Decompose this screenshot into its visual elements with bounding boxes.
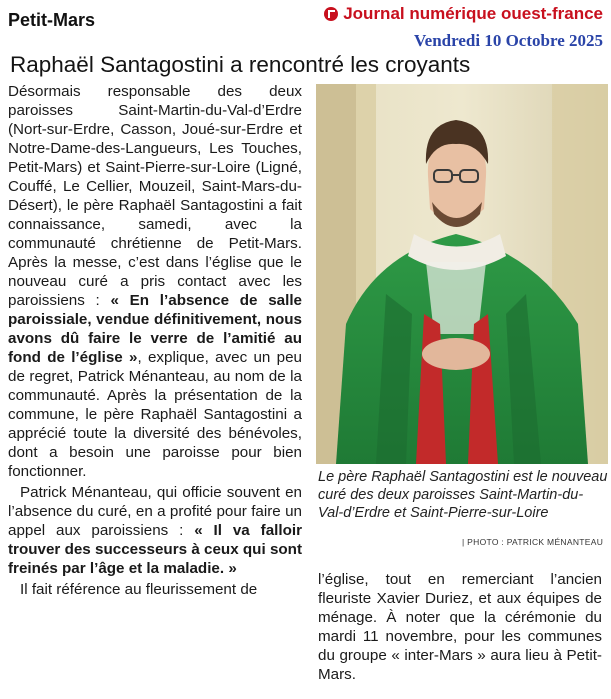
publication-date: Vendredi 10 Octobre 2025 [413, 31, 603, 50]
article-paragraph-3: Il fait référence au fleurissement de [20, 581, 258, 598]
article-right-column [318, 570, 602, 684]
article-paragraph-4: l’église, tout en remerciant l’ancien fleuriste Xavier Duriez, et aux équipes de ménage. À noter que la cérémonie du mardi 11 novembre, pour les communes du groupe « inter-Mars » aura lieu à Petit-Mars. [318, 571, 602, 683]
photo-credit: | PHOTO : PATRICK MÉNANTEAU [462, 537, 604, 547]
priest-portrait-illustration [316, 84, 608, 464]
photo-caption: Le père Raphaël Santagostini est le nouveau curé des deux paroisses Saint-Martin-du-Val-d’Erdre et Saint-Pierre-sur-Loire [318, 469, 608, 521]
source-name: Journal numérique ouest-france [343, 4, 603, 23]
article-paragraph-1: Désormais responsable des deux paroisses Saint-Martin-du-Val-d’Erdre (Nort-sur-Erdre, Casson, Joué-sur-Erdre et Notre-Dame-des-Langueurs, Les Touches, Petit-Mars) et Saint-Pierre-sur-Loire (Ligné, Couffé, Le Cellier, Mouzeil, Saint-Mars-du-Désert), le père Raphaël Santagostini a fait connaissance, samedi, avec la communauté chrétienne de Petit-Mars. Après la messe, c’est dans l’église que le nouveau curé a pris contact avec les paroissiens : « En l’absence de salle paroissiale, vendue définitivement, nous avons dû faire le verre de l’amitié au fond de l’église », explique, avec un peu de regret, Patrick Ménanteau, au nom de la communauté. Après la présentation de la commune, le père Raphaël Santagostini a apprécié toute la diversité des bénévoles, dont a besoin une paroisse pour bien fonctionner. [8, 83, 302, 480]
location-label: Petit-Mars [8, 10, 96, 30]
priest-photo [316, 84, 608, 464]
article-left-column [8, 82, 302, 599]
article-paragraph-2: Patrick Ménanteau, qui officie souvent en l’absence du curé, en a profité pour faire un appel aux paroissiens : « Il va falloir trouver des successeurs à ceux qui sont freinés par l’âge et la maladie. » [8, 484, 302, 577]
article-headline: Raphaël Santagostini a rencontré les croyants [10, 52, 471, 77]
source-masthead [324, 4, 603, 24]
quote-1: « En l’absence de salle paroissiale, vendue définitivement, nous avons dû faire le verre de l’amitié au fond de l’église » [8, 292, 302, 366]
ouest-france-logo-icon [324, 7, 338, 21]
quote-2: « Il va falloir trouver des successeurs à ceux qui sont freinés par l’âge et la maladie. » [8, 522, 302, 577]
